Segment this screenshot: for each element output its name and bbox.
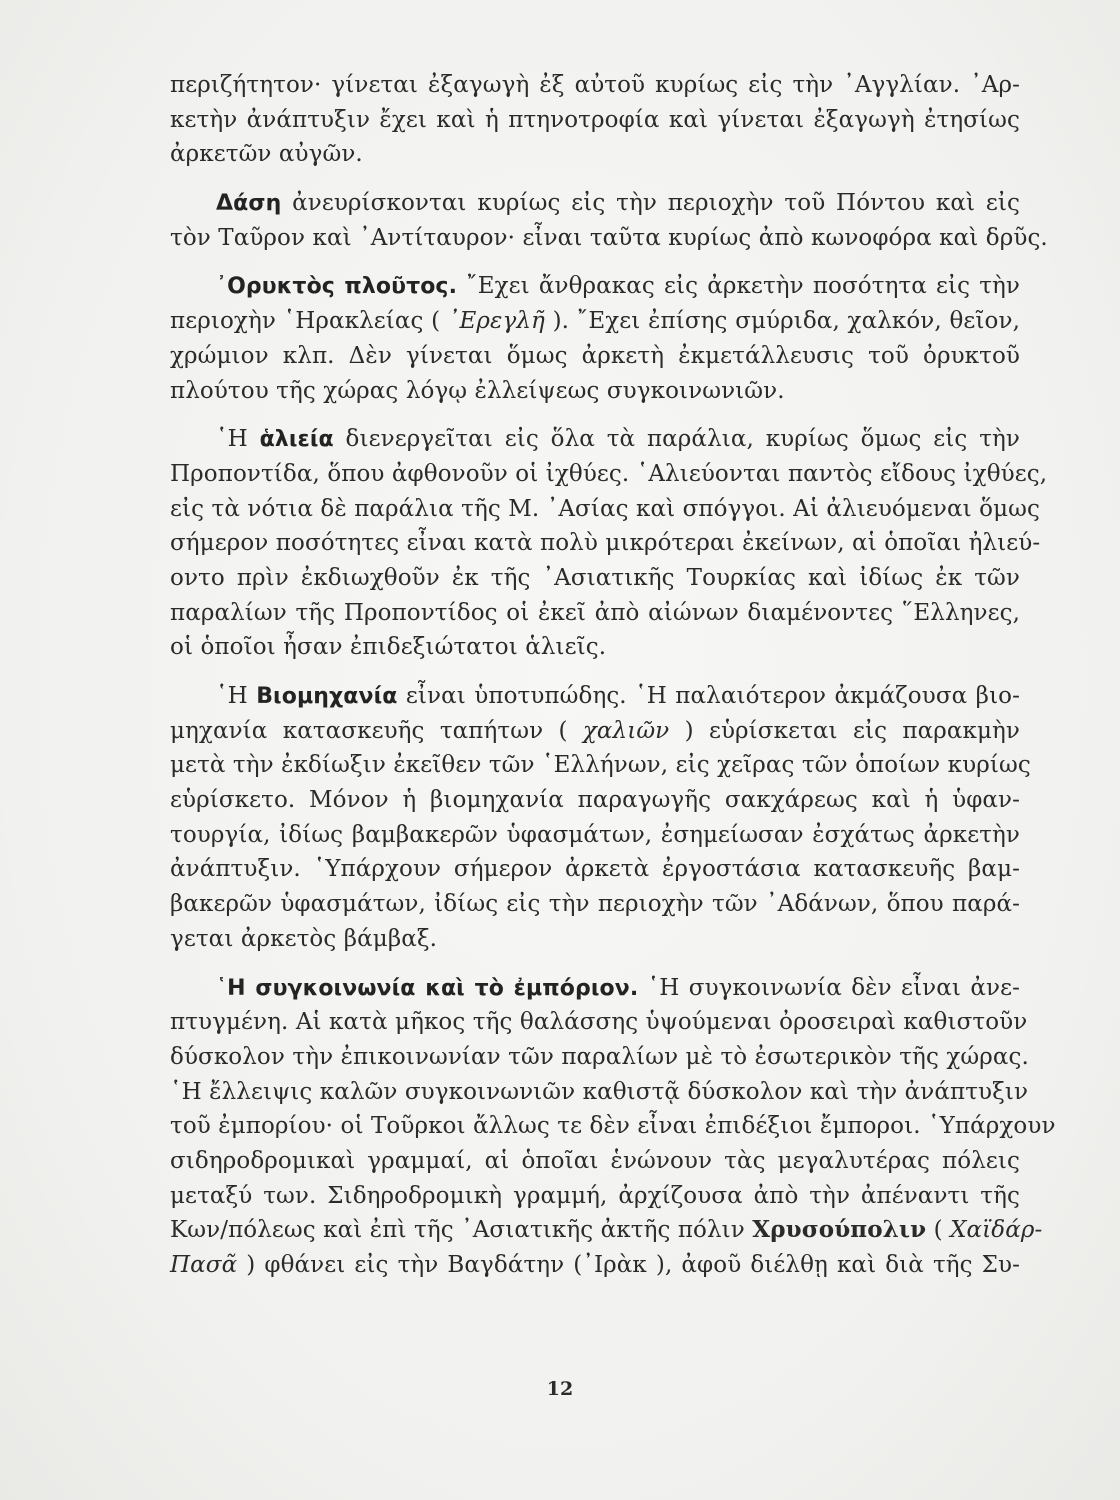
text-run: μηχανία κατασκευῆς ταπήτων ( <box>170 717 583 744</box>
text-run: τουργία, ἰδίως βαμβακερῶν ὑφασμάτων, ἐσημείωσαν ἐσχάτως ἀρκετὴν <box>170 821 1020 848</box>
section-heading-forests: Δάση <box>216 191 282 217</box>
section-heading-industry: Βιομηχανία <box>256 684 398 709</box>
text-run: οντο πρὶν ἐκδιωχθοῦν ἐκ τῆς ᾿Ασιατικῆς Τουρκίας καὶ ἰδίως ἐκ τῶν <box>170 564 1020 591</box>
text-line <box>170 68 1020 103</box>
text-run: οἱ ὁποῖοι ἦσαν ἐπιδεξιώτατοι ἁλιεῖς. <box>170 634 607 661</box>
text-line <box>170 1005 1028 1040</box>
text-run: ἀρκετῶν αὐγῶν. <box>170 141 363 168</box>
text-line <box>170 818 1020 853</box>
text-line <box>170 1075 1029 1110</box>
text-line <box>170 1109 1056 1144</box>
italic-term: ᾿Ερεγλῆ <box>447 308 545 335</box>
text-run: τὸν Ταῦρον καὶ ᾿Αντίταυρον· εἶναι ταῦτα κυρίως ἀπὸ κωνοφόρα καὶ δρῦς. <box>170 224 1048 251</box>
text-run: σήμερον ποσότητες εἶναι κατὰ πολὺ μικρότεραι ἐκείνων, αἱ ὁποῖαι ἠλιεύ- <box>170 530 1041 557</box>
text-line <box>170 1213 1043 1248</box>
text-run: ἀνάπτυξιν. ῾Υπάρχουν σήμερον ἀρκετὰ ἐργοστάσια κατασκευῆς βαμ- <box>170 856 1020 883</box>
bold-place-name: Χρυσούπολιν <box>752 1216 927 1244</box>
paragraph-minerals <box>170 269 1020 304</box>
text-run: ῾Η <box>216 683 257 709</box>
text-line <box>170 103 1020 138</box>
text-run: περιοχὴν ῾Ηρακλείας ( <box>170 308 448 335</box>
section-heading-fishing: ἁλιεία <box>259 427 334 453</box>
section-heading-minerals: ᾿Ορυκτὸς πλοῦτος. <box>216 274 458 300</box>
body-text <box>170 68 1056 1283</box>
text-run: πτυγμένη. Αἱ κατὰ μῆκος τῆς θαλάσσης ὑψούμεναι ὀροσειραὶ καθιστοῦν <box>170 1009 1028 1036</box>
text-line <box>170 526 1041 561</box>
text-line <box>170 339 1020 374</box>
text-run: ἀνευρίσκονται κυρίως εἰς τὴν περιοχὴν τοῦ Πόντου καὶ εἰς <box>281 190 1020 217</box>
text-run: βακερῶν ὑφασμάτων, ἰδίως εἰς τὴν περιοχὴν τῶν ᾿Αδάνων, ὅπου παρά- <box>170 891 1020 918</box>
text-run: χρώμιον κλπ. Δὲν γίνεται ὅμως ἀρκετὴ ἐκμετάλλευσις τοῦ ὀρυκτοῦ <box>170 342 1020 369</box>
text-run: ῾Η <box>216 426 260 453</box>
text-run: κετὴν ἀνάπτυξιν ἔχει καὶ ἡ πτηνοτροφία καὶ γίνεται ἐξαγωγὴ ἐτησίως <box>170 106 1020 133</box>
text-line <box>170 221 1048 256</box>
italic-term: χαλιῶν <box>582 717 670 744</box>
text-line <box>170 922 1020 957</box>
text-run: τοῦ ἐμπορίου· οἱ Τοῦρκοι ἄλλως τε δὲν εἶναι ἐπιδέξιοι ἔμποροι. ῾Υπάρχουν <box>170 1113 1056 1140</box>
text-run: ῎Εχει ἄνθρακας εἰς ἀρκετὴν ποσότητα εἰς τὴν <box>457 273 1020 300</box>
text-run: εὑρίσκετο. Μόνον ἡ βιομηχανία παραγωγῆς σακχάρεως καὶ ἡ ὑφαν- <box>170 787 1020 814</box>
text-line <box>170 887 1020 922</box>
paragraph-forests <box>170 186 1020 221</box>
section-heading-communication: ῾Η συγκοινωνία καὶ τὸ ἐμπόριον. <box>216 975 639 1001</box>
text-line <box>170 374 1020 409</box>
text-line <box>170 492 1040 527</box>
text-line <box>170 596 1020 631</box>
italic-term: Πασᾶ <box>170 1252 238 1278</box>
text-run: πλούτου τῆς χώρας λόγῳ ἐλλείψεως συγκοινωνιῶν. <box>170 377 785 404</box>
text-run: ) εὑρίσκεται εἰς παρακμὴν <box>669 717 1020 744</box>
paragraph-fishing <box>170 422 1020 457</box>
text-run: ῾Η ἔλλειψις καλῶν συγκοινωνιῶν καθιστᾷ δύσκολον καὶ τὴν ἀνάπτυξιν <box>170 1078 1029 1105</box>
text-line <box>170 783 1020 818</box>
text-run: περιζήτητον· γίνεται ἐξαγωγὴ ἐξ αὐτοῦ κυρίως εἰς τὴν ᾿Αγγλίαν. ᾿Αρ- <box>170 72 1020 98</box>
text-run: εἰς τὰ νότια δὲ παράλια τῆς Μ. ᾿Ασίας καὶ σπόγγοι. Αἱ ἀλιευόμεναι ὅμως <box>170 495 1040 522</box>
text-line <box>170 561 1020 596</box>
text-run: Προποντίδα, ὅπου ἀφθονοῦν οἱ ἰχθύες. ῾Αλιεύονται παντὸς εἴδους ἰχθύες, <box>170 460 1048 487</box>
text-line <box>170 137 1020 172</box>
italic-term: Χαϊδάρ- <box>950 1217 1043 1244</box>
text-line <box>170 457 1048 492</box>
paragraph-communication <box>170 971 1020 1006</box>
page-number: 12 <box>546 1378 574 1400</box>
text-line <box>170 714 1020 749</box>
text-line <box>170 748 1031 783</box>
text-run: διενεργεῖται εἰς ὅλα τὰ παράλια, κυρίως ὅμως εἰς τὴν <box>333 426 1021 453</box>
text-line <box>170 1248 1020 1283</box>
text-run: δύσκολον τὴν ἐπικοινωνίαν τῶν παραλίων μὲ τὸ ἐσωτερικὸν τῆς χώρας. <box>170 1043 1029 1070</box>
text-line <box>170 852 1020 887</box>
text-run: ) φθάνει εἰς τὴν Βαγδάτην (᾿Ιρὰκ ), ἀφοῦ διέλθῃ καὶ διὰ τῆς Συ- <box>237 1252 1020 1278</box>
text-run: Κων/πόλεως καὶ ἐπὶ τῆς ᾿Ασιατικῆς ἀκτῆς πόλιν <box>170 1217 753 1244</box>
text-run: μεταξύ των. Σιδηροδρομικὴ γραμμή, ἀρχίζουσα ἀπὸ τὴν ἀπέναντι τῆς <box>170 1182 1020 1209</box>
text-run: ). ῎Εχει ἐπίσης σμύριδα, χαλκόν, θεῖον, <box>544 308 1020 335</box>
text-run: μετὰ τὴν ἐκδίωξιν ἐκεῖθεν τῶν ῾Ελλήνων, εἰς χεῖρας τῶν ὁποίων κυρίως <box>170 752 1031 779</box>
text-line <box>170 1144 1020 1179</box>
text-run: παραλίων τῆς Προποντίδος οἱ ἐκεῖ ἀπὸ αἰώνων διαμένοντες ῞Ελληνες, <box>170 599 1020 626</box>
text-run: ῾Η συγκοινωνία δὲν εἶναι ἀνε- <box>638 974 1020 1001</box>
text-line <box>170 1040 1029 1075</box>
text-line <box>170 630 1020 665</box>
paragraph-industry <box>170 679 1020 714</box>
text-run: γεται ἀρκετὸς βάμβαξ. <box>170 925 438 952</box>
text-run: εἶναι ὑποτυπώδης. ῾Η παλαιότερον ἀκμάζουσα βιο- <box>397 683 1021 709</box>
text-run: σιδηροδρομικαὶ γραμμαί, αἱ ὁποῖαι ἑνώνουν τὰς μεγαλυτέρας πόλεις <box>170 1147 1020 1174</box>
text-line <box>170 304 1020 339</box>
text-run: ( <box>926 1217 951 1244</box>
text-line <box>170 1179 1020 1214</box>
